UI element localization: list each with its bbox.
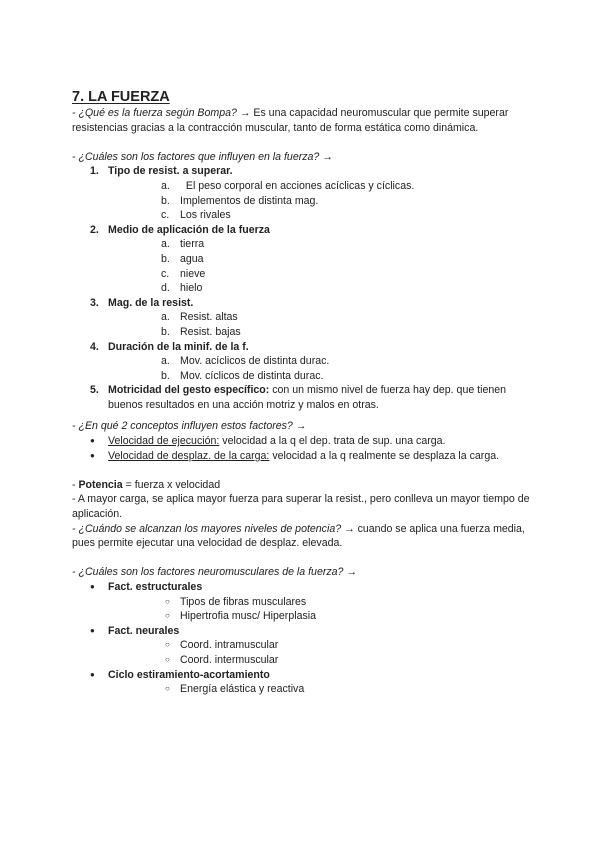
document-page (72, 88, 532, 697)
potencia-line: - Potencia = fuerza x velocidad (72, 478, 221, 491)
sub-item: d. hielo (161, 282, 203, 295)
list-item: ● Fact. neurales ○ Coord. intramuscular ○ Coord. intermuscular (72, 624, 532, 668)
sub-item: b. Implementos de distinta mag. (161, 194, 319, 207)
factors-list (72, 164, 532, 412)
sub-item: c. nieve (161, 267, 206, 280)
list-item: 4. Duración de la minif. de la f. a. Mov. acíclicos de distinta durac. b. Mov. cíclicos de distinta durac. (72, 340, 532, 384)
potencia-question: - ¿Cuándo se alcanzan los mayores niveles de potencia? → cuando se aplica una fuerza media, pues permite ejecutar una velocidad de desplaz. elevada. (72, 522, 525, 550)
sub-item: a. Resist. altas (161, 311, 238, 324)
sub-item: a. Mov. acíclicos de distinta durac. (161, 355, 330, 368)
sub-item: ○ Tipos de fibras musculares (165, 595, 307, 608)
list-item: ● Fact. estructurales ○ Tipos de fibras musculares ○ Hipertrofia musc/ Hiperplasia (72, 580, 532, 624)
question-4: - ¿Cuáles son los factores neuromusculares de la fuerza? → (72, 566, 357, 579)
sub-item: ○ Coord. intramuscular (165, 639, 279, 652)
sub-item: b. Mov. cíclicos de distinta durac. (161, 369, 324, 382)
list-item: ● Velocidad de desplaz. de la carga: velocidad a la q realmente se desplaza la carga. (90, 449, 500, 462)
sub-item: a. El peso corporal en acciones acíclicas y cíclicas. (161, 179, 415, 192)
page-title: 7. LA FUERZA (72, 89, 170, 105)
list-item: ● Ciclo estiramiento-acortamiento ○ Energía elástica y reactiva (72, 668, 532, 697)
list-item: 5. Motricidad del gesto específico: con un mismo nivel de fuerza hay dep. que tienen buenos resultados en una acción motriz y malos en otras. (90, 384, 507, 411)
sub-item: a. tierra (161, 238, 205, 251)
concepts-list (72, 434, 532, 463)
question-3: - ¿En qué 2 conceptos influyen estos factores? → (72, 420, 307, 433)
list-item: 2. Medio de aplicación de la fuerza a. tierra b. agua c. nieve d. hielo (72, 223, 532, 296)
sub-item: ○ Coord. intermuscular (165, 653, 279, 666)
sub-item: c. Los rivales (161, 209, 231, 222)
list-item: 1. Tipo de resist. a superar. a. El peso corporal en acciones acíclicas y cíclicas. b. Implementos de distinta mag. c. Los rivales (72, 164, 532, 222)
question-2: - ¿Cuáles son los factores que influyen en la fuerza? → (72, 150, 333, 163)
list-item: ● Velocidad de ejecución: velocidad a la q el dep. trata de sup. una carga. (90, 435, 446, 448)
sub-item: ○ Energía elástica y reactiva (165, 683, 305, 696)
sub-item: b. Resist. bajas (161, 325, 241, 338)
list-item: 3. Mag. de la resist. a. Resist. altas b. Resist. bajas (72, 296, 532, 340)
sub-item: b. agua (161, 252, 204, 265)
neuromuscular-list (72, 580, 532, 697)
potencia-note: - A mayor carga, se aplica mayor fuerza para superar la resist., pero conlleva un mayor tiempo de aplicación. (72, 493, 530, 521)
sub-item: ○ Hipertrofia musc/ Hiperplasia (165, 610, 317, 623)
question-1: - ¿Qué es la fuerza según Bompa? → Es una capacidad neuromuscular que permite superar resistencias gracias a la contracción muscular, tanto de forma estática como dinámica. (72, 107, 509, 134)
